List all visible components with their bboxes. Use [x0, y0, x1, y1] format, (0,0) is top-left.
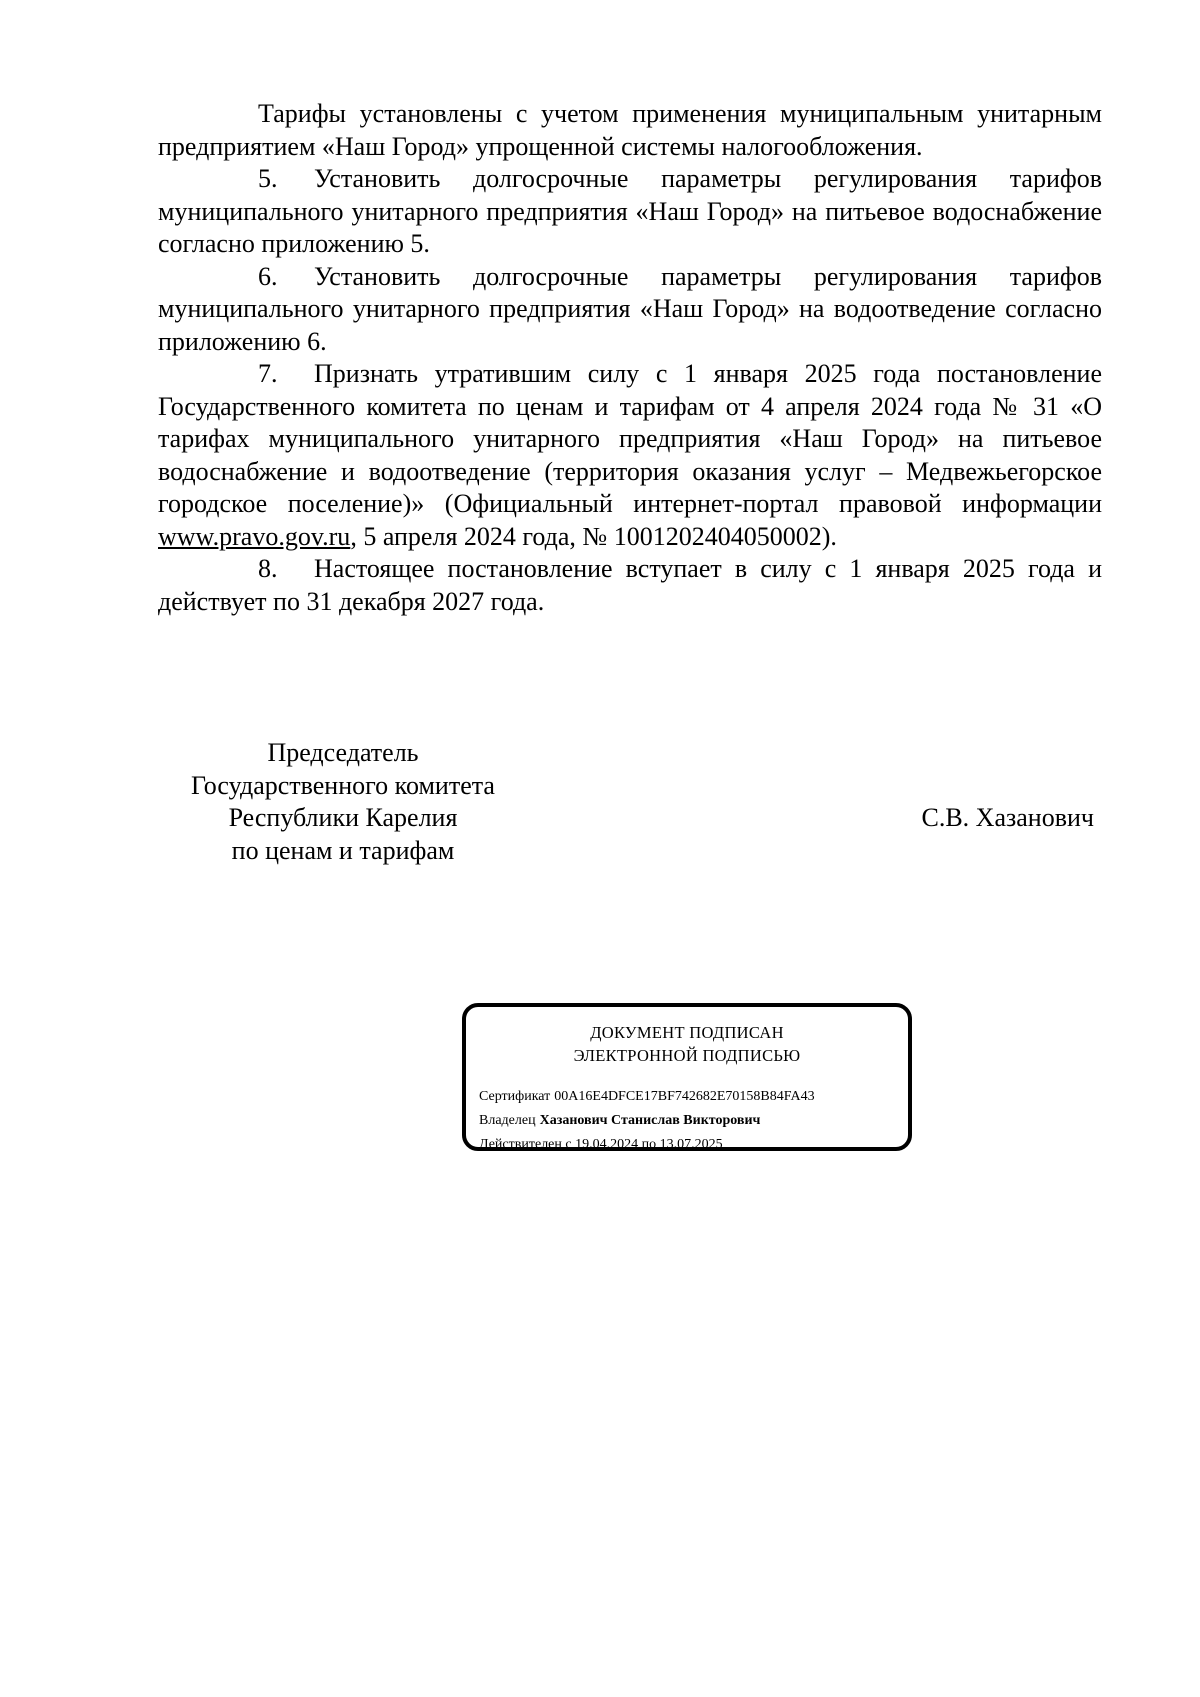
signatory-name: С.В. Хазанович	[921, 803, 1094, 832]
valid-from-value: 19.04.2024	[575, 1137, 639, 1152]
certificate-label: Сертификат	[479, 1089, 551, 1104]
stamp-certificate-row	[479, 1085, 815, 1109]
document-body	[158, 98, 1102, 618]
item-number: 6.	[258, 261, 278, 291]
signatory-position	[158, 737, 528, 867]
paragraph-item-8	[158, 553, 1102, 618]
item-number: 7.	[258, 359, 278, 388]
paragraph-text: Установить долгосрочные параметры регулирования тарифов муниципального унитарного предприятия «Наш Город» на водоотведение согласно приложению 6.	[158, 261, 1102, 356]
valid-to-value: 13.07.2025	[659, 1137, 723, 1152]
position-line: Председатель	[267, 738, 419, 767]
position-line: Республики Карелия	[228, 803, 458, 832]
stamp-owner-row	[479, 1109, 815, 1133]
valid-from-label: с	[565, 1137, 572, 1152]
item-number: 8.	[258, 554, 278, 583]
paragraph-item-6	[158, 261, 1102, 359]
stamp-title-line: ДОКУМЕНТ ПОДПИСАН	[590, 1023, 784, 1042]
paragraph-item-7	[158, 358, 1102, 553]
pravo-link[interactable]: www.pravo.gov.ru	[158, 521, 351, 551]
paragraph-text: Тарифы установлены с учетом применения муниципальным унитарным предприятием «Наш Город» упрощенной системы налогообложения.	[158, 99, 1102, 161]
paragraph-text: Настоящее постановление вступает в силу с 1 января 2025 года и действует по 31 декабря 2027 года.	[158, 554, 1102, 616]
stamp-details	[479, 1085, 815, 1157]
position-line: Государственного комитета	[191, 770, 495, 800]
paragraph-tariffs-note	[158, 98, 1102, 163]
stamp-title-line: ЭЛЕКТРОННОЙ ПОДПИСЬЮ	[573, 1046, 801, 1065]
electronic-signature-stamp	[462, 1003, 912, 1151]
valid-label: Действителен	[479, 1137, 562, 1152]
paragraph-text-end: , 5 апреля 2024 года, № 1001202404050002).	[350, 521, 837, 551]
stamp-validity-row	[479, 1133, 815, 1157]
item-number: 5.	[258, 164, 278, 193]
certificate-value: 00A16E4DFCE17BF742682E70158B84FA43	[554, 1089, 815, 1104]
position-line: по ценам и тарифам	[231, 835, 455, 865]
stamp-title	[466, 1021, 908, 1067]
paragraph-item-5	[158, 163, 1102, 261]
paragraph-text: Признать утратившим силу с 1 января 2025 года постановление Государственного комитета по ценам и тарифам от 4 апреля 2024 года № 31 «О тарифах муниципального унитарного предприятия «Наш Город» на питьевое водоснабжение и водоотведение (территория оказания услуг – Медвежьегорское городское поселение)» (Официальный интернет-портал правовой информации	[158, 359, 1102, 518]
paragraph-text: Установить долгосрочные параметры регулирования тарифов муниципального унитарного предприятия «Наш Город» на питьевое водоснабжение согласно приложению 5.	[158, 164, 1102, 258]
owner-value: Хазанович Станислав Викторович	[539, 1113, 761, 1128]
valid-to-label: по	[641, 1137, 657, 1152]
owner-label: Владелец	[479, 1113, 536, 1128]
